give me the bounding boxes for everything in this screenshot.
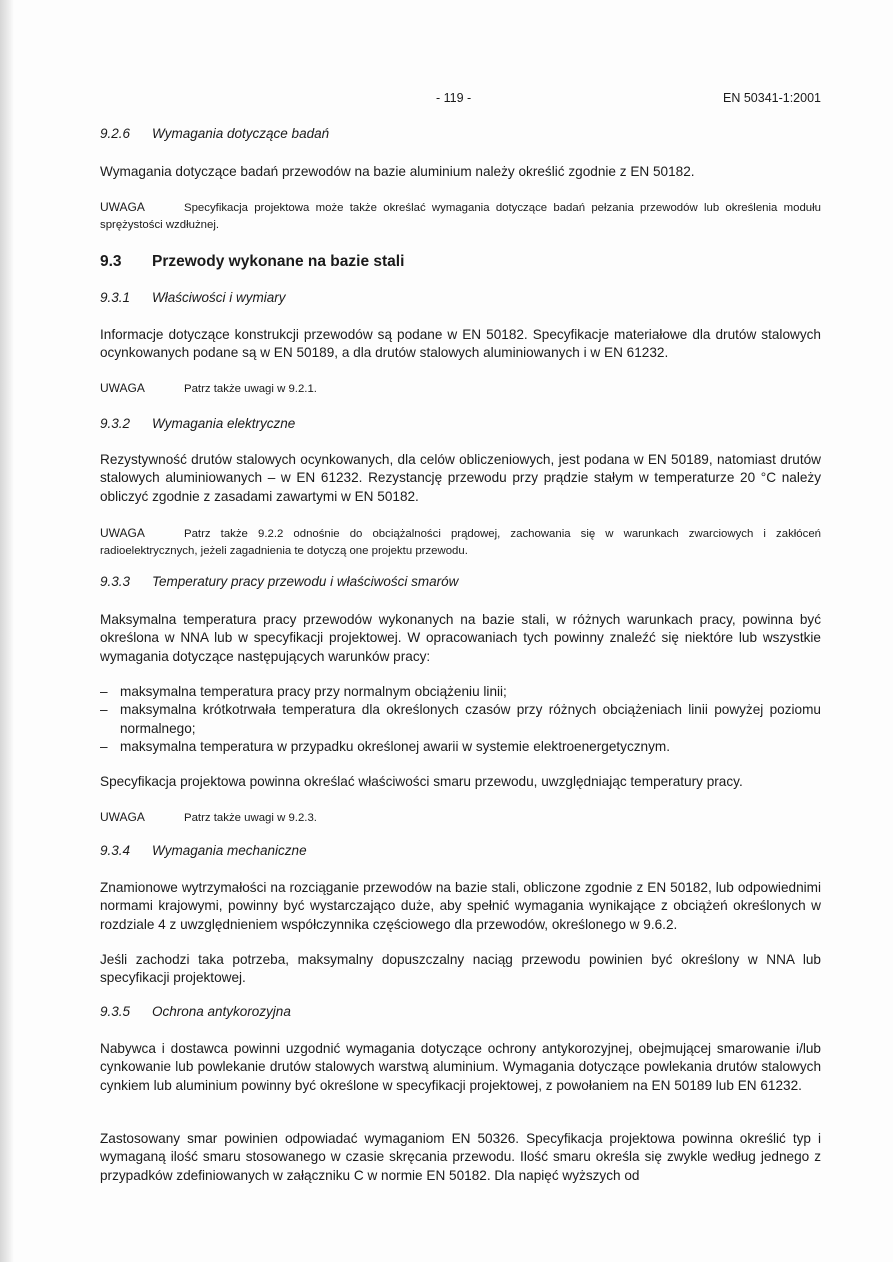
section-title: Przewody wykonane na bazie stali	[152, 253, 405, 270]
note-text: Patrz także 9.2.2 odnośnie do obciążalności prądowej, zachowania się w warunkach zwarciowych i zakłóceń radioelektrycznych, jeżeli zagadnienia te dotyczą one projektu przewodu.	[100, 528, 821, 557]
section-title: Wymagania mechaniczne	[152, 843, 307, 858]
heading-9-3-2	[100, 416, 295, 431]
heading-9-2-6	[100, 126, 329, 141]
paragraph: Wymagania dotyczące badań przewodów na bazie aluminium należy określić zgodnie z EN 50182.	[100, 164, 695, 179]
section-number: 9.3.2	[100, 416, 131, 431]
section-number: 9.3	[100, 253, 122, 270]
paragraph: Specyfikacja projektowa powinna określać właściwości smaru przewodu, uwzględniając temperatury pracy.	[100, 774, 743, 789]
heading-9-3-4	[100, 843, 307, 858]
note	[100, 809, 821, 827]
section-title: Ochrona antykorozyjna	[152, 1004, 291, 1019]
note	[100, 199, 821, 234]
note-text: Patrz także uwagi w 9.2.3.	[184, 812, 317, 824]
list-item	[100, 738, 821, 756]
heading-9-3-3	[100, 574, 458, 589]
list-item-text: maksymalna krótkotrwała temperatura dla określonych czasów przy różnych obciążeniach linii powyżej poziomu normalnego;	[120, 702, 821, 736]
section-number: 9.2.6	[100, 126, 131, 141]
section-number: 9.3.1	[100, 290, 131, 305]
paragraph: Znamionowe wytrzymałości na rozciąganie przewodów na bazie stali, obliczone zgodnie z EN 50182, lub odpowiednimi normami krajowymi, powinny być wystarczająco duże, aby spełnić wymagania wynikające z obciążeń określonych w rozdziale 4 z uwzględnieniem współczynnika częściowego dla przewodów, określonego w 9.6.2.	[100, 880, 821, 932]
note-text: Patrz także uwagi w 9.2.1.	[184, 383, 317, 395]
page-number: - 119 -	[436, 91, 472, 105]
heading-9-3-5	[100, 1004, 291, 1019]
note-label: UWAGA	[100, 810, 145, 824]
list-item-text: maksymalna temperatura w przypadku określonej awarii w systemie elektroenergetycznym.	[120, 738, 671, 754]
section-number: 9.3.3	[100, 574, 131, 589]
bullet-mark: –	[100, 738, 108, 754]
bullet-mark: –	[100, 702, 108, 718]
bullet-list	[100, 683, 821, 756]
heading-9-3-1	[100, 290, 286, 305]
note-label: UWAGA	[100, 381, 145, 395]
standard-id: EN 50341-1:2001	[723, 91, 821, 105]
paragraph: Maksymalna temperatura pracy przewodów wykonanych na bazie stali, w różnych warunkach pracy, powinna być określona w NNA lub w specyfikacji projektowej. W opracowaniach tych powinny znaleźć się niektóre lub wszystkie wymagania dotyczące następujących warunków pracy:	[100, 612, 821, 664]
note	[100, 525, 821, 560]
section-title: Właściwości i wymiary	[152, 290, 286, 305]
note-label: UWAGA	[100, 200, 145, 214]
note-text: Specyfikacja projektowa może także określać wymagania dotyczące badań pełzania przewodów lub określenia modułu sprężystości wzdłużnej.	[100, 202, 821, 231]
note-label: UWAGA	[100, 526, 145, 540]
bullet-mark: –	[100, 684, 108, 699]
section-number: 9.3.5	[100, 1004, 131, 1019]
paragraph: Rezystywność drutów stalowych ocynkowanych, dla celów obliczeniowych, jest podana w EN 50189, natomiast drutów stalowych aluminiowanych – w EN 61232. Rezystancję przewodu przy prądzie stałym w temperaturze 20 °C należy obliczyć zgodnie z zasadami zawartymi w EN 50182.	[100, 452, 821, 504]
section-title: Temperatury pracy przewodu i właściwości smarów	[152, 574, 459, 589]
section-number: 9.3.4	[100, 843, 131, 858]
paragraph: Jeśli zachodzi taka potrzeba, maksymalny dopuszczalny naciąg przewodu powinien być określony w NNA lub specyfikacji projektowej.	[100, 952, 821, 986]
paragraph: Nabywca i dostawca powinni uzgodnić wymagania dotyczące ochrony antykorozyjnej, obejmującej smarowanie i/lub cynkowanie lub powlekanie drutów stalowych warstwą aluminium. Wymagania dotyczące powlekania drutów stalowych cynkiem lub aluminium powinny być określone w specyfikacji projektowej, z powołaniem na EN 50189 lub EN 61232.	[100, 1041, 821, 1093]
section-title: Wymagania elektryczne	[152, 416, 296, 431]
paragraph: Informacje dotyczące konstrukcji przewodów są podane w EN 50182. Specyfikacje materiałowe dla drutów stalowych ocynkowanych podane są w EN 50189, a dla drutów stalowych aluminiowanych i w EN 61232.	[100, 327, 821, 361]
heading-9-3	[100, 253, 404, 271]
list-item-text: maksymalna temperatura pracy przy normalnym obciążeniu linii;	[120, 684, 507, 699]
list-item	[100, 683, 821, 701]
note	[100, 380, 821, 398]
paragraph: Zastosowany smar powinien odpowiadać wymaganiom EN 50326. Specyfikacja projektowa powinna określić typ i wymaganą ilość smaru stosowanego w czasie skręcania przewodu. Ilość smaru określa się zwykle według jednego z przypadków zdefiniowanych w załączniku C w normie EN 50182. Dla napięć wyższych od	[100, 1131, 821, 1183]
section-title: Wymagania dotyczące badań	[152, 126, 330, 141]
list-item	[100, 701, 821, 738]
